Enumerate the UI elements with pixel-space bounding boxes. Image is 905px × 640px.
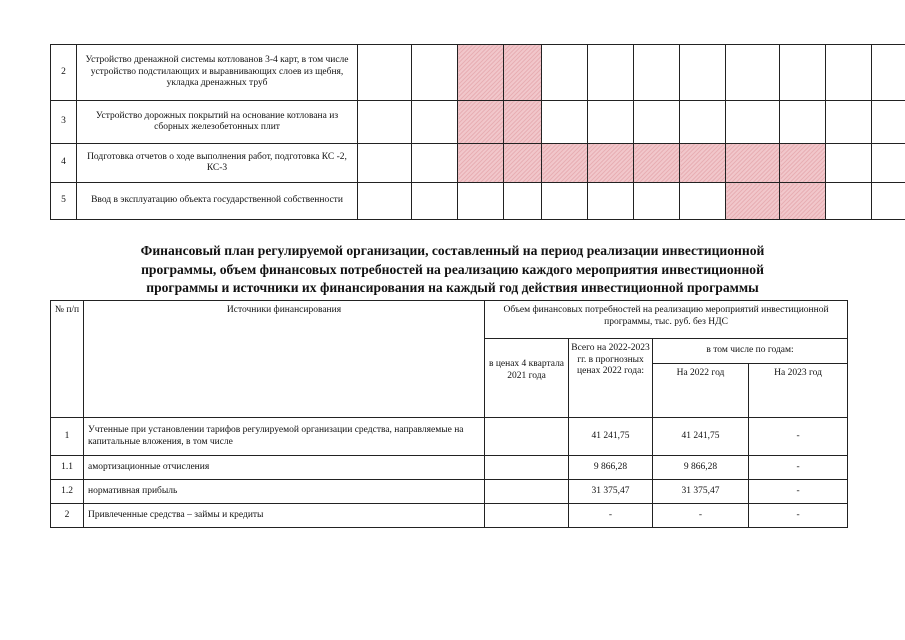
schedule-cell (872, 183, 905, 220)
schedule-task-name: Устройство дренажной системы котлованов 3-4 карт, в том числе устройство подстилающих и выравнивающих слоев из щебня, укладка дренажных труб (77, 45, 358, 101)
financial-row-total: 31 375,47 (569, 480, 653, 504)
schedule-cell (412, 183, 458, 220)
financial-row-2022: 41 241,75 (653, 418, 749, 456)
financial-row-2023: - (749, 504, 848, 528)
schedule-row (51, 101, 905, 144)
title-line: программы, объем финансовых потребностей на реализацию каждого мероприятия инвестиционной (141, 261, 764, 277)
financial-row-number: 1.2 (51, 480, 84, 504)
title-line: Финансовый план регулируемой организации, составленный на период реализации инвестиционной (140, 243, 765, 258)
schedule-cell-active (780, 144, 826, 183)
header-num: № п/п (51, 301, 84, 418)
financial-plan-title (60, 242, 845, 298)
schedule-cell (358, 183, 412, 220)
schedule-cell (358, 101, 412, 144)
financial-row-source: нормативная прибыль (84, 480, 485, 504)
financial-row-prices-2021 (485, 480, 569, 504)
schedule-cell (726, 101, 780, 144)
schedule-cell-active (504, 101, 542, 144)
financial-row (51, 456, 848, 480)
header-by-years: в том числе по годам: (653, 339, 848, 364)
schedule-cell (504, 183, 542, 220)
header-2022: На 2022 год (653, 364, 749, 418)
schedule-row (51, 183, 905, 220)
schedule-cell-active (458, 101, 504, 144)
schedule-cell (680, 183, 726, 220)
financial-row-prices-2021 (485, 418, 569, 456)
financial-row-source: амортизационные отчисления (84, 456, 485, 480)
schedule-cell-active (542, 144, 588, 183)
financial-row-2023: - (749, 480, 848, 504)
schedule-row-number: 4 (51, 144, 77, 183)
header-volume: Объем финансовых потребностей на реализацию мероприятий инвестиционной программы, тыс. руб. без НДС (485, 301, 848, 339)
financial-row-prices-2021 (485, 456, 569, 480)
financial-row-source: Учтенные при установлении тарифов регулируемой организации средства, направляемые на капитальные вложения, в том числе (84, 418, 485, 456)
schedule-task-name: Устройство дорожных покрытий на основание котлована из сборных железобетонных плит (77, 101, 358, 144)
schedule-cell (412, 45, 458, 101)
schedule-cell (412, 144, 458, 183)
schedule-cell (872, 45, 905, 101)
financial-row-source: Привлеченные средства – займы и кредиты (84, 504, 485, 528)
schedule-cell-active (458, 144, 504, 183)
financial-row-2022: 9 866,28 (653, 456, 749, 480)
schedule-cell (542, 45, 588, 101)
schedule-row-number: 2 (51, 45, 77, 101)
financial-row-2022: 31 375,47 (653, 480, 749, 504)
schedule-cell (358, 45, 412, 101)
schedule-cell-active (634, 144, 680, 183)
schedule-cell (726, 45, 780, 101)
schedule-cell (680, 101, 726, 144)
schedule-cell-active (504, 45, 542, 101)
financial-row (51, 480, 848, 504)
schedule-cell (780, 45, 826, 101)
financial-row (51, 418, 848, 456)
financial-row-total: 9 866,28 (569, 456, 653, 480)
schedule-cell (872, 101, 905, 144)
header-total: Всего на 2022-2023 гг. в прогнозных ценах 2022 года: (569, 339, 653, 418)
financial-plan-table (50, 300, 848, 528)
header-sources: Источники финансирования (84, 301, 485, 418)
schedule-cell-active (680, 144, 726, 183)
schedule-table (50, 44, 905, 220)
schedule-cell-active (458, 45, 504, 101)
financial-row-2023: - (749, 456, 848, 480)
schedule-cell (542, 183, 588, 220)
schedule-cell (412, 101, 458, 144)
schedule-task-name: Ввод в эксплуатацию объекта государственной собственности (77, 183, 358, 220)
schedule-cell (458, 183, 504, 220)
schedule-cell-active (504, 144, 542, 183)
header-prices-2021: в ценах 4 квартала 2021 года (485, 339, 569, 418)
schedule-cell (588, 183, 634, 220)
title-line: программы и источники их финансирования на каждый год действия инвестиционной программы (146, 280, 759, 295)
schedule-row-number: 3 (51, 101, 77, 144)
schedule-cell-active (588, 144, 634, 183)
financial-row-2023: - (749, 418, 848, 456)
financial-row-prices-2021 (485, 504, 569, 528)
schedule-cell (588, 101, 634, 144)
schedule-row (51, 45, 905, 101)
schedule-row-number: 5 (51, 183, 77, 220)
schedule-cell (826, 45, 872, 101)
schedule-task-name: Подготовка отчетов о ходе выполнения работ, подготовка КС -2, КС-3 (77, 144, 358, 183)
financial-row-total: 41 241,75 (569, 418, 653, 456)
schedule-cell (780, 101, 826, 144)
financial-row-number: 2 (51, 504, 84, 528)
financial-row-2022: - (653, 504, 749, 528)
financial-row-number: 1 (51, 418, 84, 456)
header-2023: На 2023 год (749, 364, 848, 418)
schedule-cell (634, 45, 680, 101)
schedule-row (51, 144, 905, 183)
financial-row-total: - (569, 504, 653, 528)
schedule-cell (542, 101, 588, 144)
financial-row-number: 1.1 (51, 456, 84, 480)
financial-row (51, 504, 848, 528)
schedule-cell (358, 144, 412, 183)
schedule-cell (872, 144, 905, 183)
schedule-cell (826, 101, 872, 144)
schedule-cell (826, 144, 872, 183)
schedule-cell (826, 183, 872, 220)
schedule-cell-active (726, 144, 780, 183)
schedule-cell (634, 101, 680, 144)
schedule-cell (588, 45, 634, 101)
schedule-cell (634, 183, 680, 220)
schedule-cell-active (780, 183, 826, 220)
schedule-cell (680, 45, 726, 101)
schedule-cell-active (726, 183, 780, 220)
